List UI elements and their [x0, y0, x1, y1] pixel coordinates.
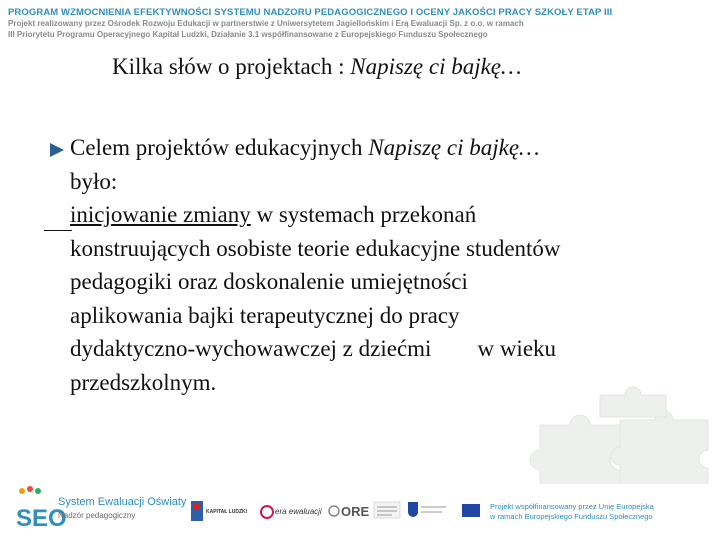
body-line-5: pedagogiki oraz doskonalenie umiejętności: [70, 269, 468, 294]
slide-title-italic: Napiszę ci bajkę…: [350, 54, 522, 79]
svg-text:era ewaluacji: era ewaluacji: [275, 507, 322, 516]
era-ewaluacji-logo: [260, 498, 322, 524]
kapital-ludzki-icon: [190, 498, 256, 524]
svg-text:ORE: ORE: [341, 504, 370, 519]
header-line-2: III Priorytetu Programu Operacyjnego Kapitał Ludzki, Działanie 3.1 współfinansowane z Europejskiego Funduszu Społecznego: [8, 29, 488, 39]
body-line-4: konstruujących osobiste teorie edukacyjne studentów: [70, 235, 561, 261]
seo-logo-icon: [14, 486, 67, 534]
seo-subtitle: Nadzór pedagogiczny: [58, 511, 136, 520]
svg-text:SEO: SEO: [16, 505, 67, 532]
eu-line-2: w ramach Europejskiego Funduszu Społecznego: [490, 512, 653, 521]
ore-icon: [328, 498, 368, 524]
body-line-1: [70, 131, 680, 165]
body-line-7: [70, 332, 680, 366]
men-icon: [372, 498, 402, 524]
body-line-2: było:: [70, 168, 118, 194]
bullet-text-start: Celem projektów edukacyjnych: [70, 135, 369, 160]
ore-logo: [328, 498, 368, 524]
underline-extension: [44, 230, 72, 231]
body-line-3-rest: w systemach przekonań: [250, 202, 477, 227]
body-line-6: aplikowania bajki terapeutycznej do pracy: [70, 302, 460, 328]
slide-title-prefix: Kilka słów o projektach :: [112, 54, 351, 79]
eu-funding-note: [490, 502, 654, 522]
project-header: [8, 6, 708, 40]
uj-icon: [404, 498, 450, 524]
svg-text:KAPITAŁ LUDZKI: KAPITAŁ LUDZKI: [206, 509, 248, 515]
body-line-7-a: dydaktyczno-wychowawczej z dziećmi: [70, 336, 432, 361]
eu-flag-icon: [462, 504, 480, 517]
footer: [0, 484, 720, 540]
era-ewaluacji-icon: [260, 498, 322, 524]
header-line-1: Projekt realizowany przez Ośrodek Rozwoju Edukacji w partnerstwie z Uniwersytetem Jagiellońskim i Erą Ewaluacji Sp. z o.o. w ramach: [8, 19, 524, 28]
seo-name: System Ewaluacji Oświaty: [58, 496, 187, 508]
bullet-text-italic: Napiszę ci bajkę…: [368, 135, 540, 160]
kapital-ludzki-logo: [190, 498, 256, 524]
eu-line-1: Projekt współfinansowany przez Unię Europejską: [490, 502, 654, 511]
body-line-8: przedszkolnym.: [70, 369, 217, 395]
men-logo: [372, 498, 402, 524]
body-line-3: [70, 198, 680, 232]
puzzle-decoration: [480, 395, 720, 485]
program-title: PROGRAM WZMOCNIENIA EFEKTYWNOŚCI SYSTEMU NADZORU PEDAGOGICZNEGO I OCENY JAKOŚCI PRACY SZKOŁY ETAP III: [8, 7, 613, 18]
slide-body: [70, 131, 680, 399]
bullet-arrow-icon: [50, 143, 64, 157]
uj-logo: [404, 498, 450, 524]
slide-title: [112, 54, 521, 80]
body-line-7-b: w wieku: [477, 336, 557, 361]
underlined-phrase: inicjowanie zmiany: [70, 202, 251, 227]
